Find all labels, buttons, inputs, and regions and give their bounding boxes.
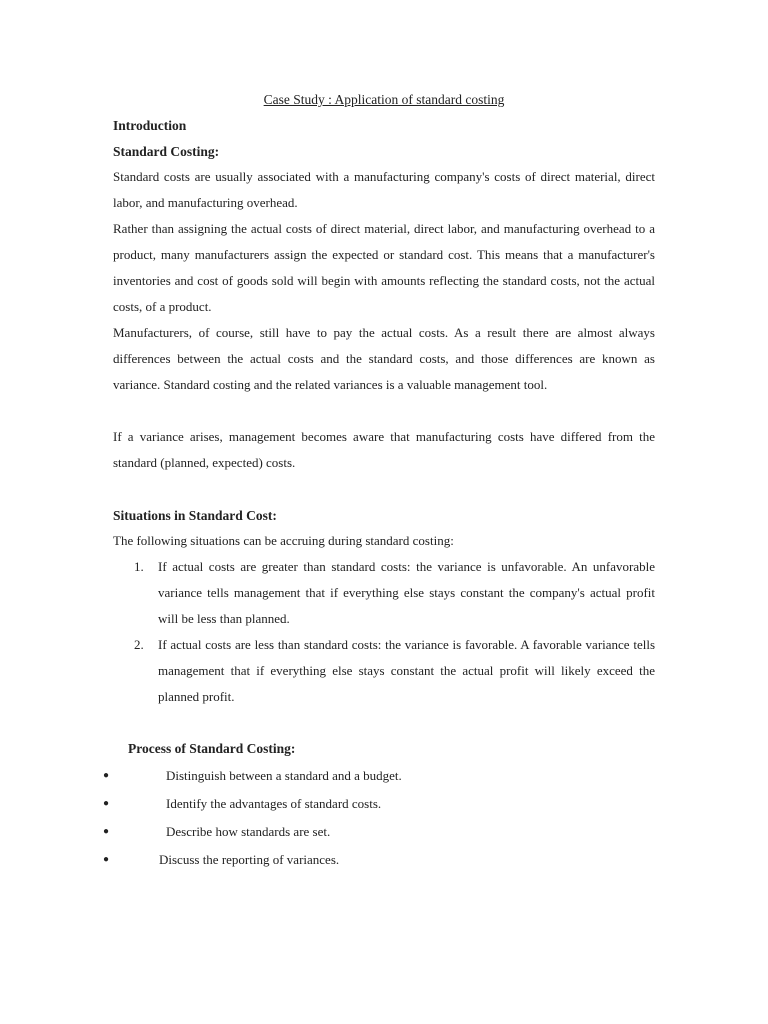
situations-intro: The following situations can be accruing during standard costing: (113, 533, 454, 548)
process-heading: Process of Standard Costing: (128, 741, 296, 756)
bullet-icon: ● (103, 826, 110, 837)
intro-paragraph-3: Manufacturers, of course, still have to pay the actual costs. As a result there are almost always differences between the actual costs and the standard costs, and those differences are known as variance. Standard costing and the related variances is a valuable management tool. (113, 325, 655, 392)
process-item-3: Describe how standards are set. (166, 824, 331, 839)
intro-paragraph-1: Standard costs are usually associated with a manufacturing company's costs of direct material, direct labor, and manufacturing overhead. (113, 169, 655, 210)
bullet-icon: ● (103, 770, 110, 781)
bullet-icon: ● (103, 854, 110, 865)
process-item-2: Identify the advantages of standard costs. (166, 796, 382, 811)
process-item-4: Discuss the reporting of variances. (159, 852, 340, 867)
document-title: Case Study : Application of standard costing (263, 92, 505, 107)
situation-1-text: If actual costs are greater than standard costs: the variance is unfavorable. An unfavorable variance tells management that if everything else stays constant the company's actual profit will be less than planned. (158, 559, 655, 626)
situation-2-number: 2. (134, 637, 144, 652)
situations-heading: Situations in Standard Cost: (113, 508, 277, 523)
intro-paragraph-2: Rather than assigning the actual costs of direct material, direct labor, and manufacturing overhead to a product, many manufacturers assign the expected or standard cost. This means that a manufacturer's inventories and cost of goods sold will begin with amounts reflecting the standard costs, not the actual costs, of a product. (113, 221, 655, 314)
situation-2-text: If actual costs are less than standard costs: the variance is favorable. A favorable variance tells management that if everything else stays constant the actual profit will likely exceed the planned profit. (158, 637, 655, 704)
standard-costing-heading: Standard Costing: (113, 144, 220, 159)
bullet-icon: ● (103, 798, 110, 809)
situation-1-number: 1. (134, 559, 144, 574)
introduction-heading: Introduction (113, 118, 187, 133)
intro-paragraph-4: If a variance arises, management becomes aware that manufacturing costs have differed from the standard (planned, expected) costs. (113, 429, 655, 470)
process-item-1: Distinguish between a standard and a budget. (166, 768, 402, 783)
